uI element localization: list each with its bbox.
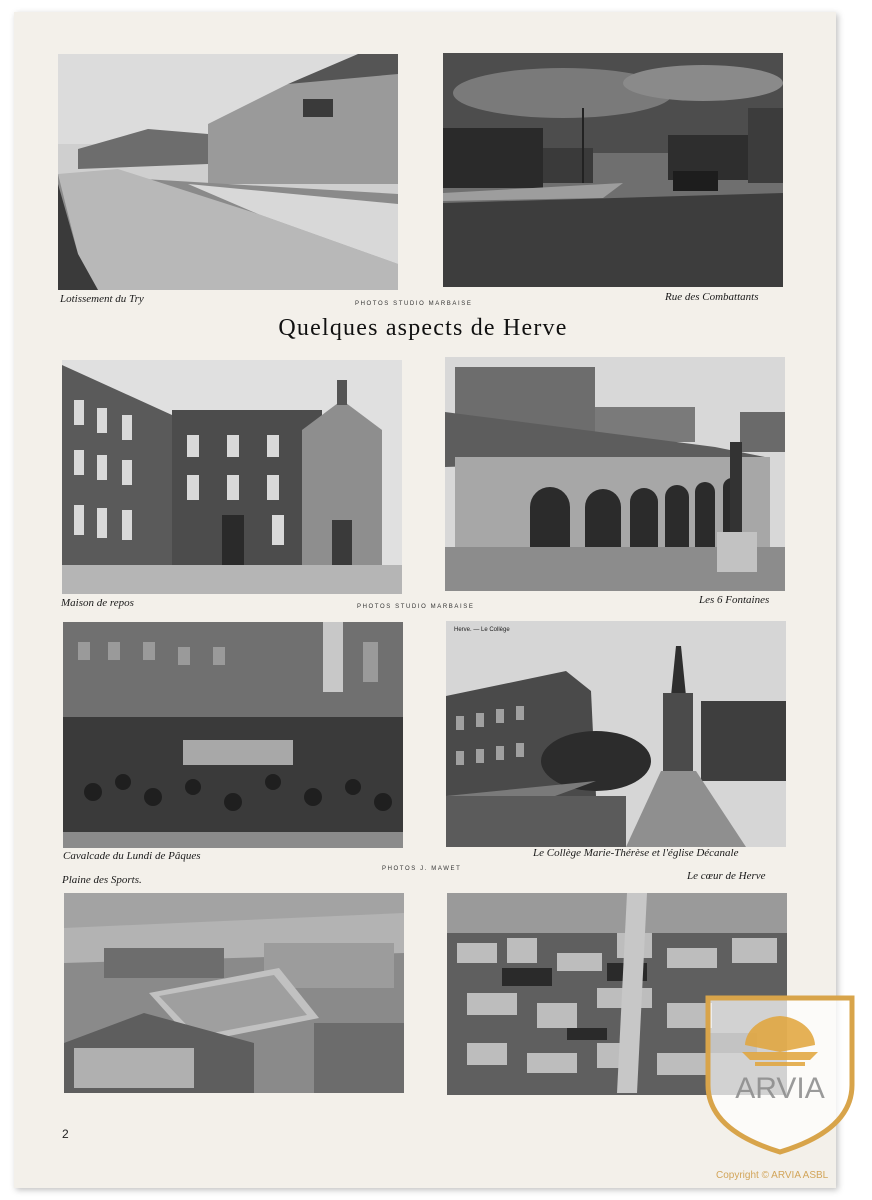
photo-maison-de-repos [62,360,402,594]
photo-college-marie-therese [446,621,786,847]
page-number: 2 [62,1127,69,1141]
photo-rue-des-combattants [443,53,783,287]
arvia-logo [700,990,860,1158]
caption-le-coeur-de-herve: Le cœur de Herve [687,870,766,882]
caption-maison-de-repos: Maison de repos [61,597,134,609]
photo-cavalcade [63,622,403,848]
caption-cavalcade: Cavalcade du Lundi de Pâques [63,850,201,862]
photo-credit-row-3: PHOTOS J. MAWET [382,866,462,872]
caption-plaine-des-sports: Plaine des Sports. [62,874,142,886]
college-postcard-inset-label: Herve. — Le Collège [454,627,510,633]
photo-credit-row-2: PHOTOS STUDIO MARBAISE [357,604,475,610]
page-title: Quelques aspects de Herve [278,315,568,341]
photo-lotissement-du-try [58,54,398,290]
photo-les-6-fontaines [445,357,785,591]
copyright-notice: Copyright © ARVIA ASBL [716,1170,829,1181]
photo-credit-row-1: PHOTOS STUDIO MARBAISE [355,301,473,307]
caption-college-marie-therese: Le Collège Marie-Thérèse et l'église Décanale [533,847,739,859]
caption-les-6-fontaines: Les 6 Fontaines [699,594,770,606]
photo-plaine-des-sports [64,893,404,1093]
arvia-logo-text: ARVIA [735,1072,825,1105]
caption-rue-des-combattants: Rue des Combattants [665,291,759,303]
caption-lotissement-du-try: Lotissement du Try [60,293,144,305]
